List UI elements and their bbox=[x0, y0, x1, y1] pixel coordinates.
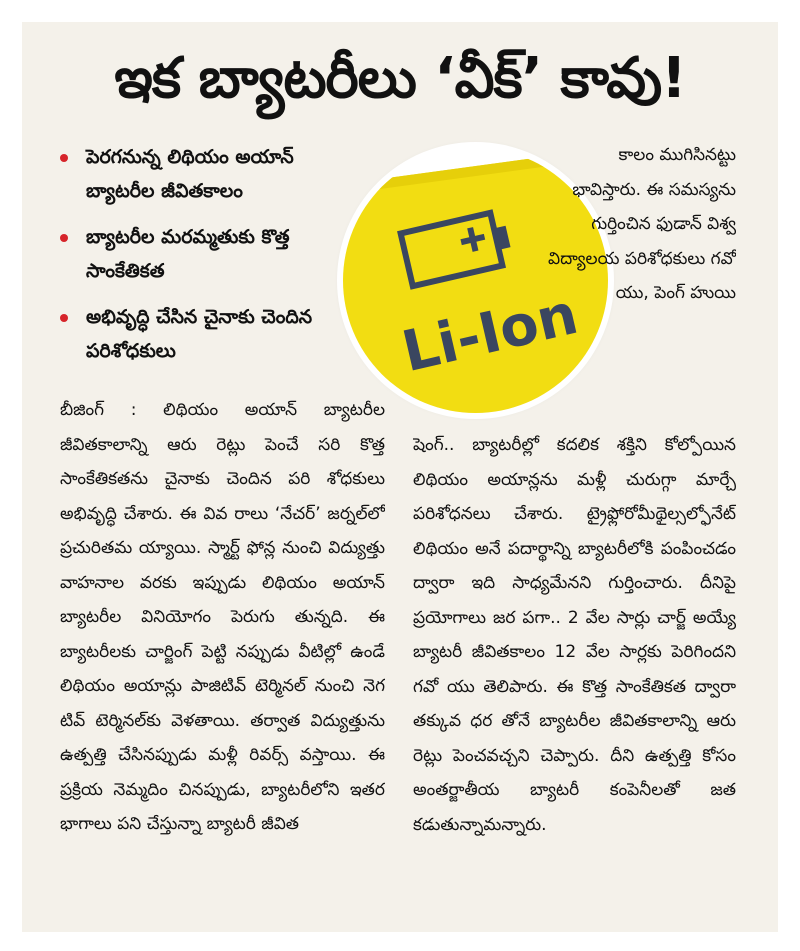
highlight-item bbox=[60, 300, 340, 368]
body-column-left bbox=[60, 393, 385, 933]
headline: ఇక బ్యాటరీలు ‘వీక్’ కావు! bbox=[114, 46, 686, 111]
bullet-icon bbox=[60, 314, 68, 322]
body-text-left: బీజింగ్ : లిథియం అయాన్ బ్యాటరీల జీవితకాలాన్ని ఆరు రెట్లు పెంచే సరి కొత్త సాంకేతికతను చైనాకు చెందిన పరి శోధకులు అభివృద్ధి చేశారు. ఈ వివ రాలు ‘నేచర్’ జర్నల్‌లో ప్రచురితమ య్యాయి. స్మార్ట్ ఫోన్ల నుంచి విద్యుత్తు వాహనాల వరకు ఇప్పుడు లిథియం అయాన్ బ్యాటరీల వినియోగం పెరుగు తున్నది. ఈ బ్యాటరీలకు చార్జింగ్ పెట్టి నప్పుడు వీటిల్లో ఉండే లిథియం అయాన్లు పాజిటివ్ టెర్మినల్ నుంచి నెగ టివ్ టెర్మినల్‌కు వెళతాయి. తర్వాత విద్యుత్తును ఉత్పత్తి చేసినప్పుడు మళ్లీ రివర్స్ వస్తాయి. ఈ ప్రక్రియ నెమ్మదిం చినప్పుడు, బ్యాటరీలోని ఇతర భాగాలు పని చేస్తున్నా బ్యాటరీ జీవిత bbox=[60, 400, 385, 834]
wrap-text: కాలం ముగిసినట్టు భావిస్తారు. ఈ సమస్యను గుర్తించిన ఫుడాన్ విశ్వ విద్యాలయ పరిశోధకులు గవో యు, పెంగ్ హుయి bbox=[548, 145, 736, 303]
bullet-icon bbox=[60, 234, 68, 242]
highlight-text: పెరగనున్న లిథియం అయాన్ బ్యాటరీల జీవితకాలం bbox=[86, 146, 294, 202]
highlight-text: బ్యాటరీల మరమ్మతుకు కొత్త సాంకేతికత bbox=[86, 226, 290, 282]
highlight-item bbox=[60, 220, 340, 288]
body-text-right: షెంగ్.. బ్యాటరీల్లో కదలిక శక్తిని కోల్పోయిన లిథియం అయాన్లను మళ్లీ చురుగ్గా మార్చే పరిశోధనలు చేశారు. ట్రైఫ్లోరోమీథైల్సల్ఫోనేట్ లిథియం అనే పదార్థాన్ని బ్యాటరీలోకి పంపించడం ద్వారా ఇది సాధ్యమేనని గుర్తించారు. దీనిపై ప్రయోగాలు జర పగా.. 2 వేల సార్లు చార్జ్ అయ్యే బ్యాటరీ జీవితకాలం 12 వేల సార్లకు పెరిగిందని గవో యు తెలిపారు. ఈ కొత్త సాంకేతికత ద్వారా తక్కువ ధర తోనే బ్యాటరీల జీవితకాలాన్ని ఆరు రెట్లు పెంచవచ్చని చెప్పారు. దీని ఉత్పత్తి కోసం అంతర్జాతీయ బ్యాటరీ కంపెనీలతో జత కడుతున్నామన్నారు. bbox=[413, 435, 736, 835]
bullet-icon bbox=[60, 154, 68, 162]
highlights-list bbox=[60, 140, 340, 380]
wrap-column bbox=[548, 138, 736, 433]
highlight-item bbox=[60, 140, 340, 208]
highlight-text: అభివృద్ధి చేసిన చైనాకు చెందిన పరిశోధకులు bbox=[86, 306, 313, 362]
body-column-right bbox=[413, 428, 736, 933]
li-ion-label: Li-Ion bbox=[396, 281, 584, 386]
